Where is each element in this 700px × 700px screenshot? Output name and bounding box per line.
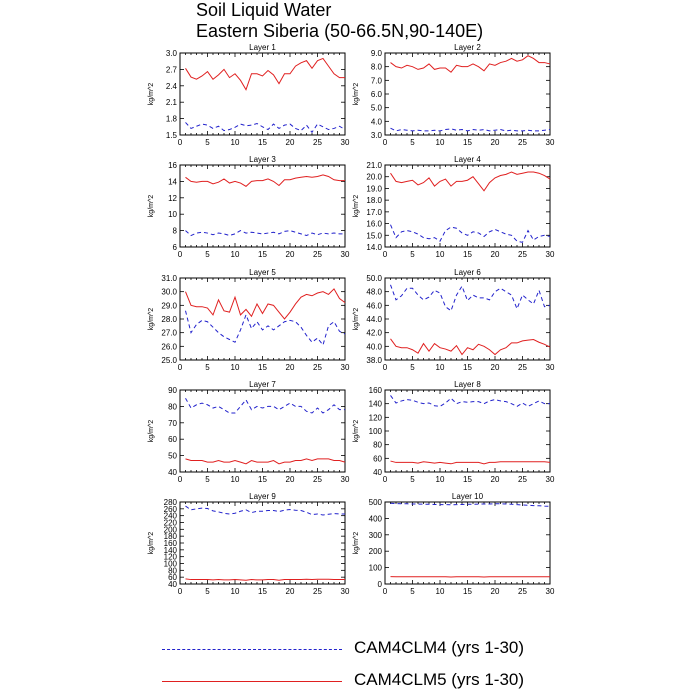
panel-4-ytick-label: 14.0 <box>366 243 382 252</box>
panel-8-series-clm5 <box>391 461 551 464</box>
panel-8-ytick-label: 40 <box>373 468 382 477</box>
legend-item-clm4 <box>0 634 700 664</box>
panel-10-ytick-label: 200 <box>368 547 382 557</box>
panel-5-xtick-label: 5 <box>205 363 210 372</box>
panel-9-series-clm5 <box>186 579 346 580</box>
legend-label-clm4: CAM4CLM4 (yrs 1-30) <box>354 638 525 657</box>
panel-1-ytick-label: 2.1 <box>165 98 177 108</box>
panel-1-ytick-label: 1.8 <box>165 114 177 124</box>
panel-3-ytick-label: 12 <box>168 193 177 203</box>
panel-3-xtick-label: 10 <box>230 250 240 259</box>
panel-9-ytick-label: 180 <box>163 532 177 542</box>
panel-2-ytick-label: 5.0 <box>370 103 382 113</box>
panel-10-xtick-label: 15 <box>463 587 472 596</box>
panel-6-ylabel: kg/m^2 <box>353 307 360 331</box>
panel-6-xtick-label: 0 <box>382 363 388 372</box>
panel-8-ytick-label: 100 <box>368 427 382 436</box>
panel-8-ytick-label: 140 <box>368 399 382 409</box>
panel-9-xtick-label: 25 <box>313 587 322 596</box>
panel-2-xtick-label: 25 <box>518 138 527 147</box>
panel-2-xtick-label: 20 <box>490 138 500 147</box>
panel-1-ytick-label: 1.5 <box>165 131 177 140</box>
panel-4-xtick-label: 5 <box>410 250 415 259</box>
panel-5-xtick-label: 10 <box>230 363 240 372</box>
panel-8-ytick-label: 80 <box>373 440 382 450</box>
panel-4-xtick-label: 30 <box>545 250 555 259</box>
panel-5-xtick-label: 0 <box>177 363 183 372</box>
panel-5-xtick-label: 20 <box>285 363 295 372</box>
panel-2-ytick-label: 4.0 <box>370 117 382 127</box>
panel-9-ytick-label: 220 <box>163 518 177 528</box>
panel-9-series-clm4 <box>186 506 346 515</box>
panel-7-ytick-label: 40 <box>168 468 177 477</box>
panel-10-ytick-label: 300 <box>368 530 382 540</box>
panel-9-frame <box>180 502 345 584</box>
panel-9-ytick-label: 280 <box>163 498 177 507</box>
panel-6-ytick-label: 42.0 <box>366 328 382 338</box>
panel-2-xtick-label: 5 <box>410 138 415 147</box>
panel-8-xtick-label: 10 <box>435 475 445 484</box>
panel-10-xtick-label: 20 <box>490 587 500 596</box>
panel-2-ylabel: kg/m^2 <box>353 82 360 106</box>
panel-7-xtick-label: 25 <box>313 475 322 484</box>
panel-1-xtick-label: 15 <box>258 138 267 147</box>
panel-6-title: Layer 6 <box>454 268 481 277</box>
panel-7-xtick-label: 0 <box>177 475 183 484</box>
panel-5-ylabel: kg/m^2 <box>148 307 155 331</box>
legend <box>0 630 700 700</box>
panel-4-xtick-label: 10 <box>435 250 445 259</box>
panel-10-frame <box>385 502 550 584</box>
panel-8-xtick-label: 20 <box>490 475 500 484</box>
panel-7-ytick-label: 50 <box>168 451 177 461</box>
panel-7-ylabel: kg/m^2 <box>148 419 155 443</box>
panel-3-ytick-label: 6 <box>172 243 177 252</box>
panel-5-ytick-label: 31.0 <box>161 274 177 283</box>
panel-2-ytick-label: 9.0 <box>370 49 382 58</box>
panel-6-ytick-label: 46.0 <box>366 301 382 311</box>
panel-5-frame <box>180 278 345 360</box>
panel-5-ytick-label: 30.0 <box>161 287 177 297</box>
panel-9-xtick-label: 5 <box>205 587 210 596</box>
panel-2-ytick-label: 7.0 <box>370 76 382 86</box>
panel-4-xtick-label: 20 <box>490 250 500 259</box>
panel-2-frame <box>385 53 550 135</box>
legend-item-clm5 <box>0 666 700 696</box>
panel-10-ytick-label: 0 <box>377 580 382 589</box>
panel-6-ytick-label: 48.0 <box>366 287 382 297</box>
panel-7-series-clm4 <box>186 398 346 413</box>
panel-4-title: Layer 4 <box>454 155 481 164</box>
panel-4-xtick-label: 0 <box>382 250 388 259</box>
panel-8-series-clm4 <box>391 395 551 406</box>
panel-3-xtick-label: 15 <box>258 250 267 259</box>
panel-8-xtick-label: 15 <box>463 475 472 484</box>
panel-8-ytick-label: 120 <box>368 413 382 423</box>
panel-3-xtick-label: 20 <box>285 250 295 259</box>
panel-9-ytick-label: 240 <box>163 511 177 521</box>
panel-7-ytick-label: 70 <box>168 418 177 428</box>
panel-10-ytick-label: 500 <box>368 498 382 507</box>
panel-8-xtick-label: 30 <box>545 475 555 484</box>
panel-8-ylabel: kg/m^2 <box>353 419 360 443</box>
panel-3-series-clm5 <box>186 175 346 186</box>
panel-3-frame <box>180 165 345 247</box>
panel-7-series-clm5 <box>186 459 346 464</box>
panel-5-ytick-label: 26.0 <box>161 342 177 352</box>
panel-9-ytick-label: 140 <box>163 545 177 555</box>
panel-9-ytick-label: 260 <box>163 504 177 514</box>
panel-3-xtick-label: 5 <box>205 250 210 259</box>
panel-6-xtick-label: 10 <box>435 363 445 372</box>
panel-7-xtick-label: 15 <box>258 475 267 484</box>
panel-6-xtick-label: 25 <box>518 363 527 372</box>
panel-1-ytick-label: 3.0 <box>165 49 177 58</box>
panel-4-ytick-label: 16.0 <box>366 219 382 229</box>
panel-3-title: Layer 3 <box>249 155 276 164</box>
panel-9-ytick-label: 120 <box>163 552 177 562</box>
panel-2-series-clm4 <box>391 128 551 131</box>
panel-5-xtick-label: 25 <box>313 363 322 372</box>
panel-1-ytick-label: 2.7 <box>165 65 177 75</box>
panel-4-ytick-label: 20.0 <box>366 172 382 182</box>
panel-5-series-clm5 <box>186 289 346 319</box>
panel-2-ytick-label: 3.0 <box>370 131 382 140</box>
panel-4-ytick-label: 19.0 <box>366 184 382 194</box>
panel-5-xtick-label: 15 <box>258 363 267 372</box>
panel-5-xtick-label: 30 <box>340 363 350 372</box>
panel-4-ytick-label: 17.0 <box>366 207 382 217</box>
panel-2-series-clm5 <box>391 56 551 72</box>
panel-1-series-clm5 <box>186 58 346 89</box>
panel-6-series-clm5 <box>391 339 551 355</box>
panel-7-xtick-label: 10 <box>230 475 240 484</box>
panel-4-series-clm5 <box>391 172 551 191</box>
panel-2-ytick-label: 8.0 <box>370 62 382 72</box>
chart-title: Soil Liquid Water <box>196 0 332 20</box>
panel-10-ytick-label: 400 <box>368 514 382 524</box>
chart-subtitle: Eastern Siberia (50-66.5N,90-140E) <box>196 21 484 41</box>
panel-9-ytick-label: 80 <box>168 566 177 576</box>
panel-1-title: Layer 1 <box>249 43 276 52</box>
legend-swatch-clm4 <box>162 649 342 650</box>
panel-2-xtick-label: 10 <box>435 138 445 147</box>
panel-6-xtick-label: 30 <box>545 363 555 372</box>
panel-9-xtick-label: 10 <box>230 587 240 596</box>
panel-9-xtick-label: 20 <box>285 587 295 596</box>
panel-4-ytick-label: 15.0 <box>366 231 382 241</box>
panel-10-xtick-label: 5 <box>410 587 415 596</box>
panel-4-xtick-label: 15 <box>463 250 472 259</box>
panel-10-ytick-label: 100 <box>368 563 382 573</box>
panel-6-xtick-label: 20 <box>490 363 500 372</box>
panel-9-ytick-label: 60 <box>168 573 177 583</box>
panel-10-xtick-label: 30 <box>545 587 555 596</box>
panel-9-ylabel: kg/m^2 <box>148 531 155 555</box>
panel-2-ytick-label: 6.0 <box>370 90 382 99</box>
panel-10-xtick-label: 10 <box>435 587 445 596</box>
panel-5-ytick-label: 27.0 <box>161 328 177 338</box>
panel-8-frame <box>385 390 550 472</box>
panel-1-ylabel: kg/m^2 <box>148 82 155 106</box>
panel-1-xtick-label: 25 <box>313 138 322 147</box>
panel-1-xtick-label: 0 <box>177 138 183 147</box>
panel-5-ytick-label: 25.0 <box>161 356 177 365</box>
panel-10-title: Layer 10 <box>451 492 484 501</box>
panel-4-ylabel: kg/m^2 <box>353 194 360 218</box>
panel-7-title: Layer 7 <box>249 380 276 389</box>
panel-1-xtick-label: 30 <box>340 138 350 147</box>
panel-8-ytick-label: 60 <box>373 454 382 464</box>
panel-5-ytick-label: 29.0 <box>161 301 177 311</box>
panel-1-xtick-label: 20 <box>285 138 295 147</box>
panel-1-frame <box>180 53 345 135</box>
panel-2-xtick-label: 0 <box>382 138 388 147</box>
panel-9-ytick-label: 160 <box>163 539 177 548</box>
panel-10-xtick-label: 25 <box>518 587 527 596</box>
panel-1-series-clm4 <box>186 122 346 132</box>
panel-7-frame <box>180 390 345 472</box>
panel-1-xtick-label: 10 <box>230 138 240 147</box>
panel-6-xtick-label: 5 <box>410 363 415 372</box>
panel-1-xtick-label: 5 <box>205 138 210 147</box>
panel-7-ytick-label: 90 <box>168 386 177 395</box>
panel-9-title: Layer 9 <box>249 492 276 501</box>
panel-4-series-clm4 <box>391 225 551 243</box>
panel-4-xtick-label: 25 <box>518 250 527 259</box>
panel-7-xtick-label: 30 <box>340 475 350 484</box>
panel-10-ylabel: kg/m^2 <box>353 531 360 555</box>
panel-6-ytick-label: 44.0 <box>366 315 382 324</box>
legend-swatch-clm5 <box>162 681 342 682</box>
panel-3-xtick-label: 25 <box>313 250 322 259</box>
panel-10-series-clm4 <box>391 503 551 506</box>
panel-10-xtick-label: 0 <box>382 587 388 596</box>
panel-9-xtick-label: 0 <box>177 587 183 596</box>
panel-5-ytick-label: 28.0 <box>161 315 177 324</box>
panel-9-xtick-label: 30 <box>340 587 350 596</box>
panel-8-xtick-label: 5 <box>410 475 415 484</box>
panel-9-ytick-label: 40 <box>168 580 177 589</box>
panel-7-ytick-label: 80 <box>168 402 177 412</box>
panel-8-xtick-label: 25 <box>518 475 527 484</box>
panel-9-xtick-label: 15 <box>258 587 267 596</box>
panel-9-ytick-label: 100 <box>163 559 177 569</box>
panel-2-title: Layer 2 <box>454 43 481 52</box>
panel-3-series-clm4 <box>186 231 346 236</box>
panel-3-xtick-label: 30 <box>340 250 350 259</box>
panel-3-xtick-label: 0 <box>177 250 183 259</box>
legend-label-clm5: CAM4CLM5 (yrs 1-30) <box>354 670 525 689</box>
panel-7-xtick-label: 5 <box>205 475 210 484</box>
panel-8-title: Layer 8 <box>454 380 481 389</box>
panel-6-series-clm4 <box>391 285 551 311</box>
panel-7-ytick-label: 60 <box>168 435 177 445</box>
panel-9-ytick-label: 200 <box>163 525 177 535</box>
panel-6-xtick-label: 15 <box>463 363 472 372</box>
panel-3-ytick-label: 10 <box>168 210 177 220</box>
panel-7-xtick-label: 20 <box>285 475 295 484</box>
panel-5-title: Layer 5 <box>249 268 276 277</box>
panel-5-series-clm4 <box>186 311 346 345</box>
panel-4-ytick-label: 21.0 <box>366 161 382 170</box>
panel-8-xtick-label: 0 <box>382 475 388 484</box>
panel-1-ytick-label: 2.4 <box>165 81 177 91</box>
panel-2-xtick-label: 30 <box>545 138 555 147</box>
panel-3-ytick-label: 16 <box>168 161 177 170</box>
panel-4-ytick-label: 18.0 <box>366 196 382 206</box>
panel-6-ytick-label: 38.0 <box>366 356 382 365</box>
panel-6-ytick-label: 50.0 <box>366 274 382 283</box>
panel-8-ytick-label: 160 <box>368 386 382 395</box>
panel-3-ytick-label: 14 <box>168 177 177 187</box>
panel-6-ytick-label: 40.0 <box>366 342 382 352</box>
panel-3-ytick-label: 8 <box>172 226 177 236</box>
panel-2-xtick-label: 15 <box>463 138 472 147</box>
panel-3-ylabel: kg/m^2 <box>148 194 155 218</box>
